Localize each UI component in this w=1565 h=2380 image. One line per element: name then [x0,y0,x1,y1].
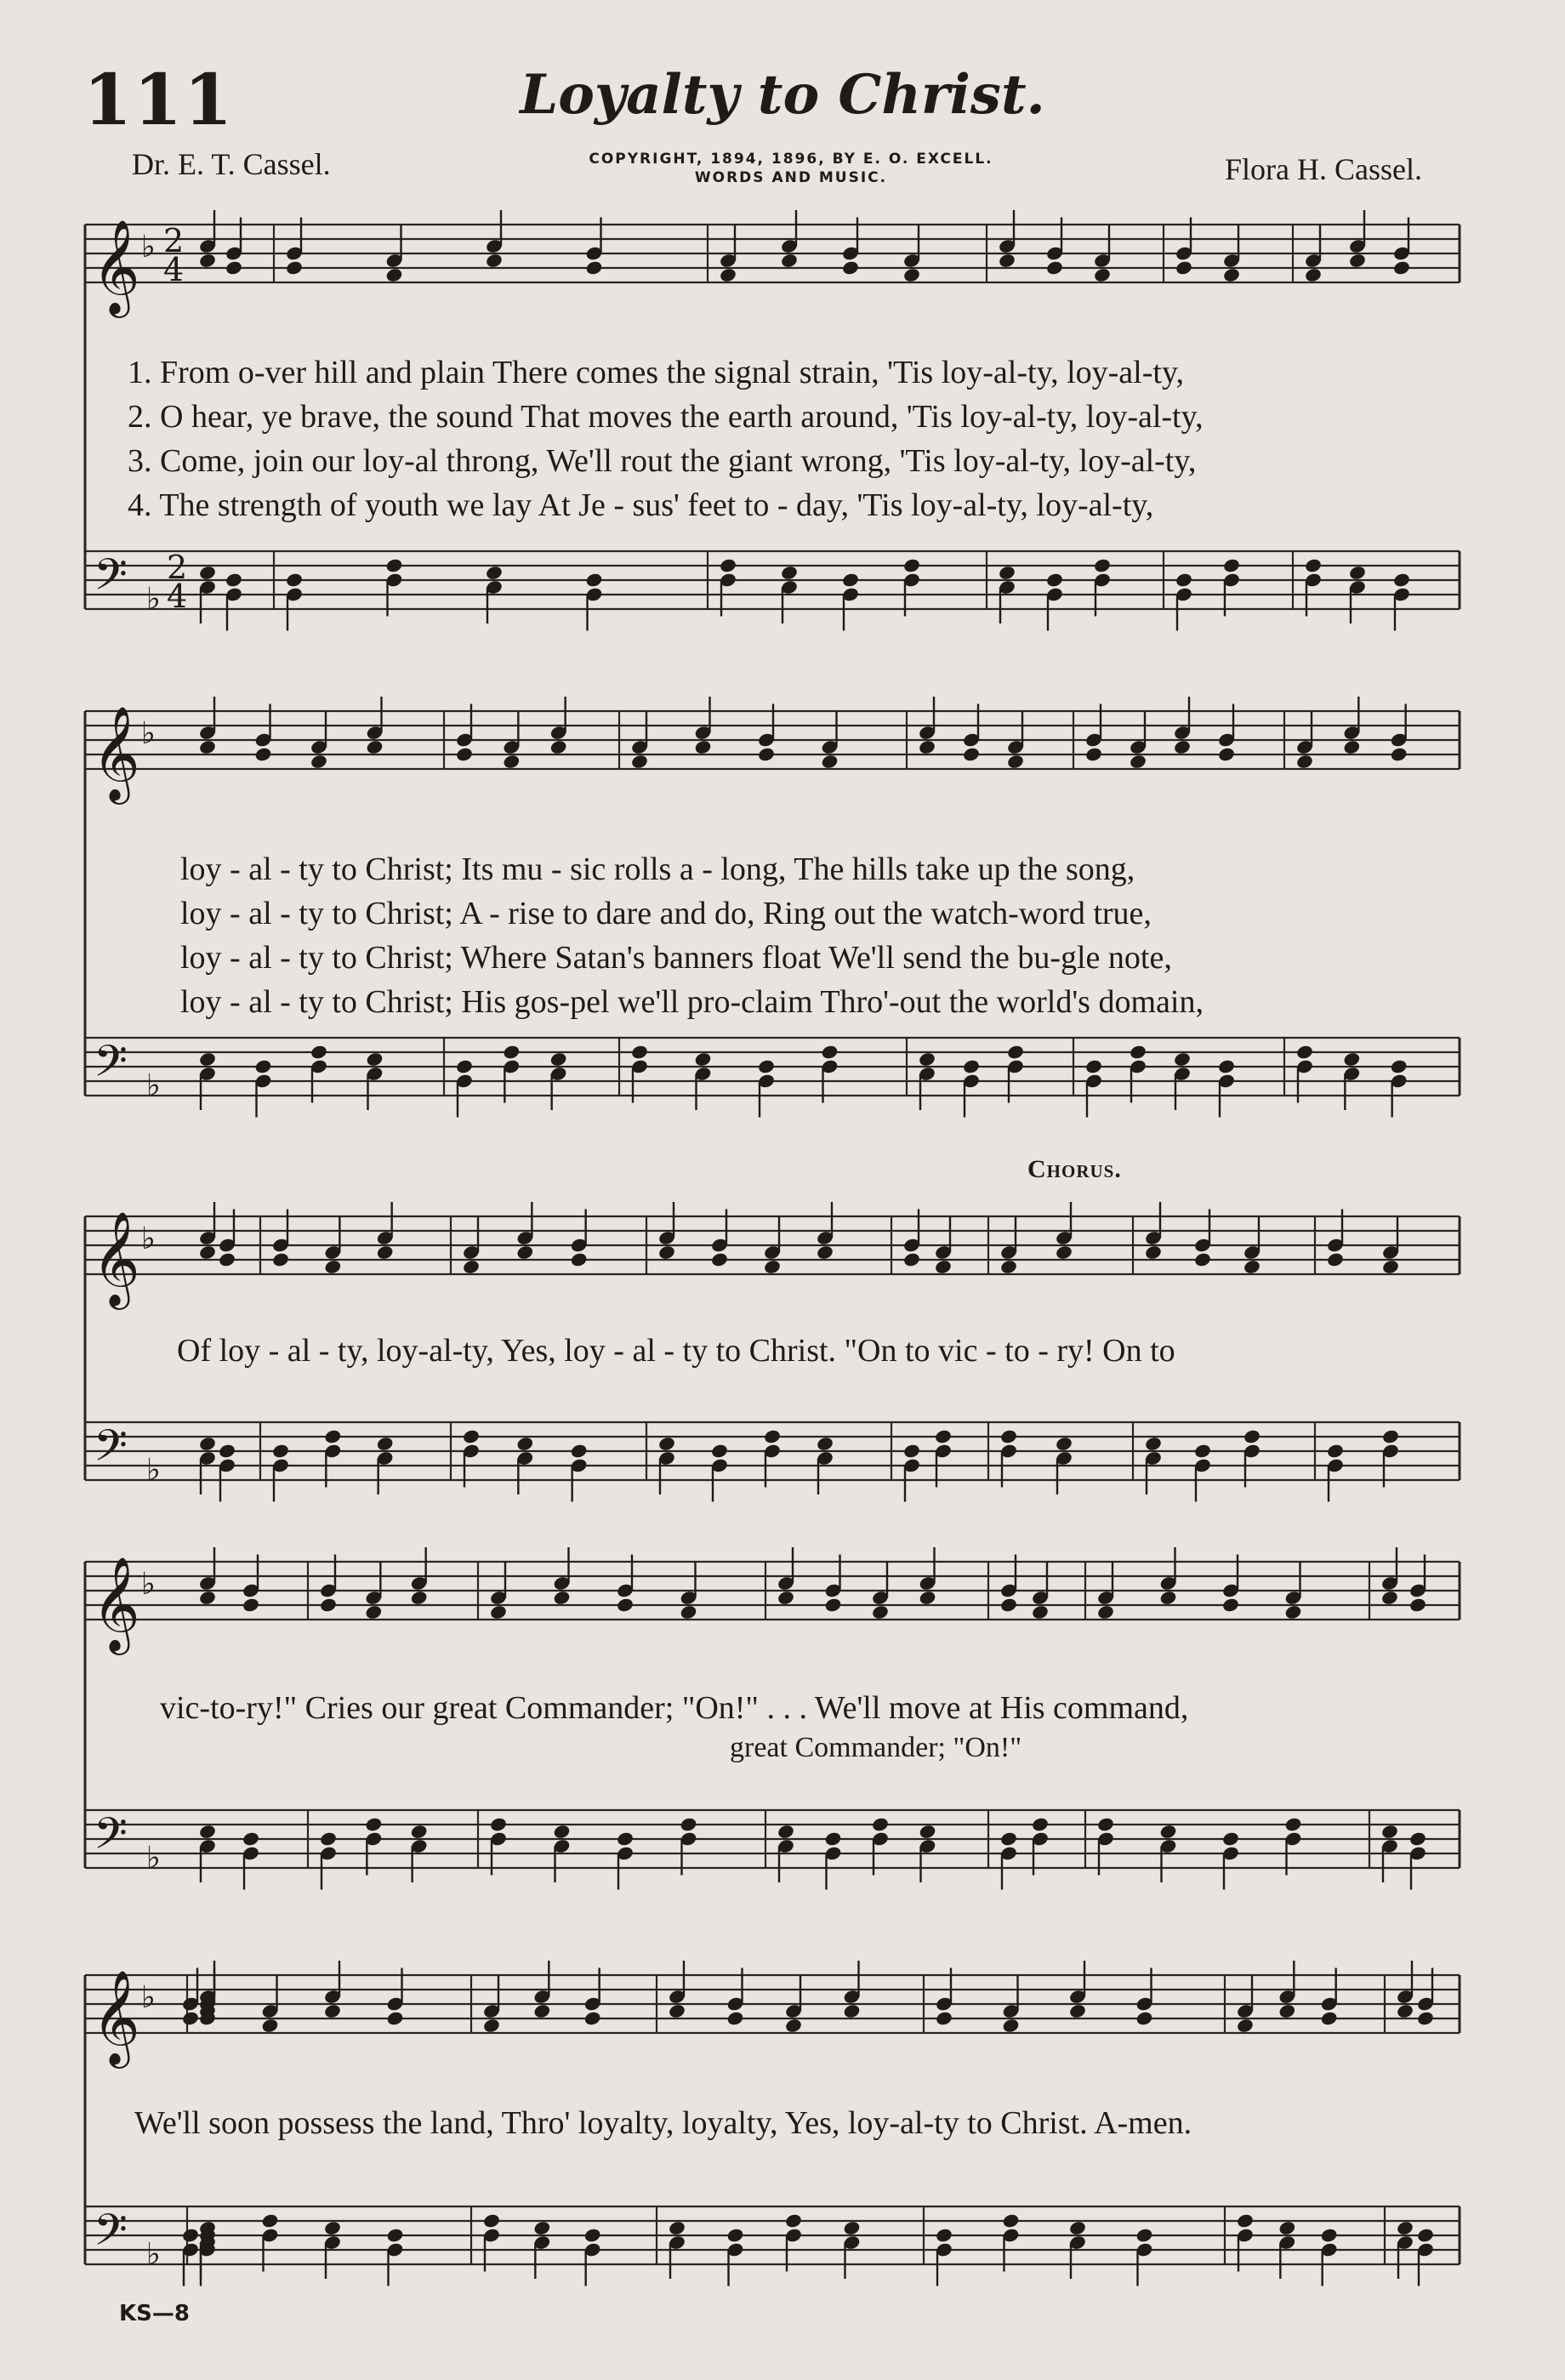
refrain-line-2-alt: great Commander; "On!" [730,1732,1022,1763]
svg-text:2: 2 [163,222,185,259]
svg-text:♭: ♭ [146,582,161,617]
verse-4-line-1: 4. The strength of youth we lay At Je - sus' feet to - day, 'Tis loy-al-ty, loy-al-ty, [128,487,1154,523]
verse-2-line-1: 2. O hear, ye brave, the sound That moves the earth around, 'Tis loy-al-ty, loy-al-ty, [128,399,1204,435]
page-footer: KS—8 [119,2301,190,2326]
svg-text:♭: ♭ [141,1980,156,2015]
composer-credit: Dr. E. T. Cassel. [132,147,331,181]
verse-4-line-2: loy - al - ty to Christ; His gos-pel we'll pro-claim Thro'-out the world's domain, [180,984,1204,1020]
svg-text:4: 4 [167,578,188,615]
copyright-line-2: WORDS AND MUSIC. [694,169,888,186]
svg-text:𝄞: 𝄞 [92,705,140,800]
svg-text:𝄢: 𝄢 [94,1035,128,1097]
svg-text:𝄢: 𝄢 [94,1420,128,1482]
verse-3-line-2: loy - al - ty to Christ; Where Satan's banners float We'll send the bu-gle note, [180,940,1172,976]
svg-text:𝄞: 𝄞 [92,1210,140,1306]
verse-1-line-2: loy - al - ty to Christ; Its mu - sic rolls a - long, The hills take up the song, [180,851,1135,887]
author-credit: Flora H. Cassel. [1225,152,1422,186]
svg-text:𝄞: 𝄞 [92,1969,140,2064]
svg-text:2: 2 [167,549,188,586]
svg-text:𝄢: 𝄢 [94,1808,128,1870]
hymn-number: 111 [83,60,235,141]
verse-3-line-1: 3. Come, join our loy-al throng, We'll rout the giant wrong, 'Tis loy-al-ty, loy-al-ty, [128,443,1197,479]
refrain-line-1: Of loy - al - ty, loy-al-ty, Yes, loy - al - ty to Christ. "On to vic - to - ry! On to [177,1333,1175,1369]
svg-text:♭: ♭ [141,230,156,265]
svg-text:♭: ♭ [141,716,156,751]
svg-text:𝄞: 𝄞 [92,1556,140,1651]
verses-system-1 [128,350,1204,527]
hymn-title: Loyalty to Christ. [520,63,1045,127]
svg-text:𝄢: 𝄢 [94,2204,128,2266]
svg-text:♭: ♭ [146,2237,161,2272]
refrain-line-2: vic-to-ry!" Cries our great Commander; "On!" . . . We'll move at His command, [160,1690,1189,1726]
svg-text:♭: ♭ [141,1221,156,1256]
svg-text:♭: ♭ [146,1453,161,1488]
refrain-line-3: We'll soon possess the land, Thro' loyalty, loyalty, Yes, loy-al-ty to Christ. A-men. [134,2105,1192,2141]
svg-text:𝄢: 𝄢 [94,549,128,611]
verse-1-line-1: 1. From o-ver hill and plain There comes the signal strain, 'Tis loy-al-ty, loy-al-ty, [128,355,1184,390]
svg-text:♭: ♭ [146,1068,161,1103]
copyright-line-1: COPYRIGHT, 1894, 1896, BY E. O. EXCELL. [589,151,993,168]
chorus-label: Chorus. [1027,1155,1122,1183]
svg-text:♭: ♭ [146,1841,161,1876]
verses-system-2 [180,847,1204,1024]
svg-text:4: 4 [163,251,185,288]
svg-text:𝄞: 𝄞 [92,219,140,314]
verse-2-line-2: loy - al - ty to Christ; A - rise to dare and do, Ring out the watch-word true, [180,896,1152,931]
svg-text:♭: ♭ [141,1567,156,1602]
